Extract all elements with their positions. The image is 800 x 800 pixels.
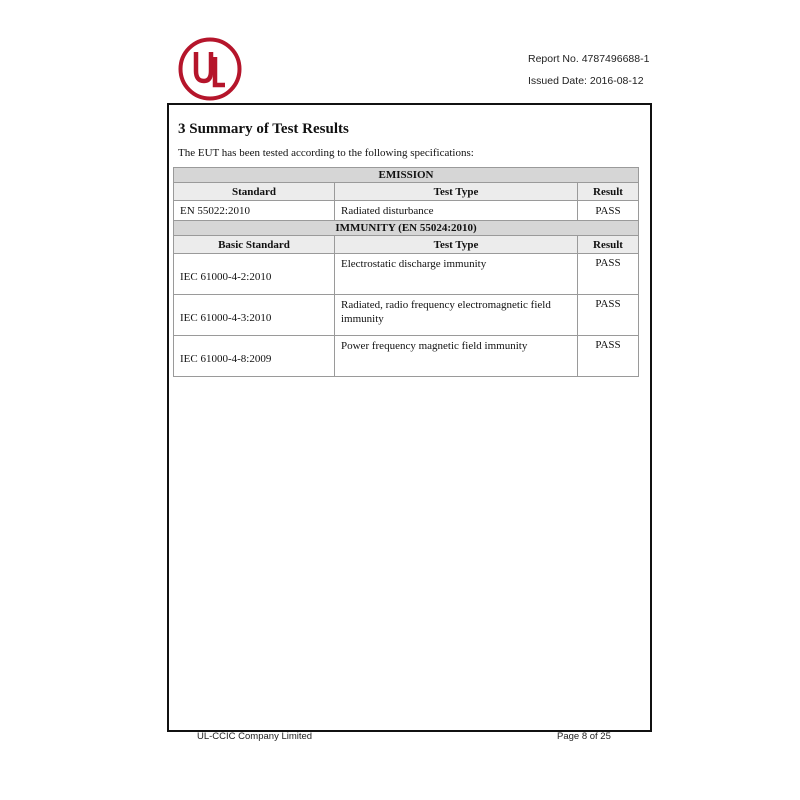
ul-logo [178, 37, 242, 101]
emission-heading-row [174, 168, 639, 183]
cell-result: PASS [578, 254, 639, 295]
issued-date: Issued Date: 2016-08-12 [528, 75, 644, 87]
cell-result: PASS [578, 295, 639, 336]
immunity-column-headers [174, 236, 639, 254]
column-header-test-type: Test Type [335, 236, 578, 254]
emission-column-headers [174, 183, 639, 201]
test-results-table [173, 167, 639, 377]
cell-result: PASS [578, 336, 639, 377]
table-row [174, 336, 639, 377]
cell-standard: EN 55022:2010 [174, 201, 335, 221]
footer-company: UL-CCIC Company Limited [197, 731, 313, 742]
column-header-standard: Standard [174, 183, 335, 201]
cell-result: PASS [578, 201, 639, 221]
footer-page-number: Page 8 of 25 [557, 731, 611, 742]
column-header-test-type: Test Type [335, 183, 578, 201]
immunity-heading-row [174, 221, 639, 236]
cell-standard: IEC 61000-4-2:2010 [174, 254, 335, 295]
column-header-result: Result [578, 236, 639, 254]
section-title: 3 Summary of Test Results [178, 121, 349, 137]
cell-standard: IEC 61000-4-8:2009 [174, 336, 335, 377]
section-intro: The EUT has been tested according to the following specifications: [178, 147, 474, 159]
cell-test-type: Radiated, radio frequency electromagnetic field immunity [335, 295, 578, 336]
column-header-result: Result [578, 183, 639, 201]
column-header-basic-standard: Basic Standard [174, 236, 335, 254]
cell-test-type: Radiated disturbance [335, 201, 578, 221]
immunity-heading: IMMUNITY (EN 55024:2010) [174, 221, 639, 236]
cell-test-type: Electrostatic discharge immunity [335, 254, 578, 295]
report-number: Report No. 4787496688-1 [528, 53, 650, 65]
table-row [174, 201, 639, 221]
cell-test-type: Power frequency magnetic field immunity [335, 336, 578, 377]
table-row [174, 254, 639, 295]
emission-heading: EMISSION [174, 168, 639, 183]
cell-standard: IEC 61000-4-3:2010 [174, 295, 335, 336]
table-row [174, 295, 639, 336]
